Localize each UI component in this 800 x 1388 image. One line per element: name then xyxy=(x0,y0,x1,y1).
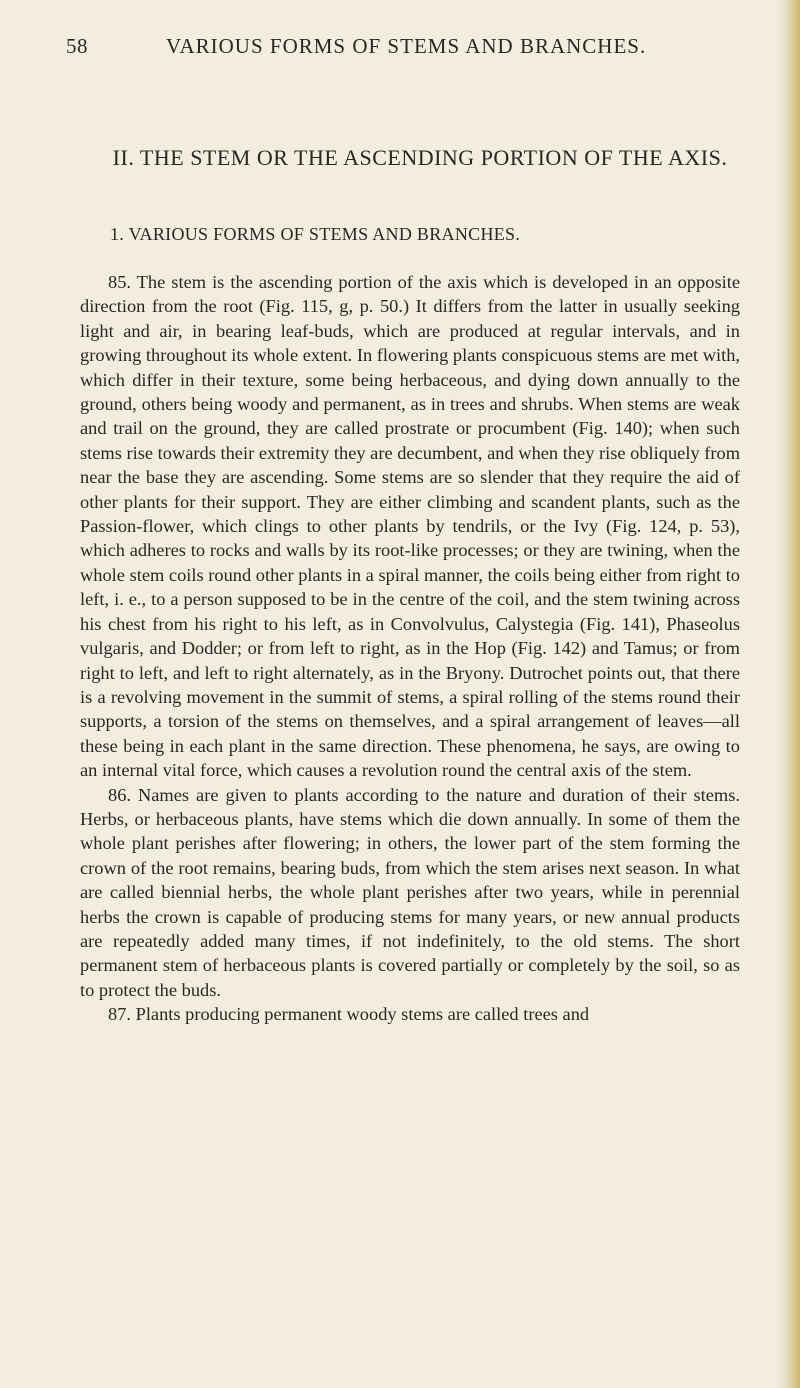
section-title: II. THE STEM OR THE ASCENDING PORTION OF THE AXIS. xyxy=(112,145,728,170)
paragraph-85: 85. The stem is the ascending portion of the axis which is developed in an opposite direction from the root (Fig. 115, g, p. 50.) It differs from the latter in usually seeking light and air, in bearing leaf-buds, which are produced at regular intervals, and in growing throughout its whole extent. In flowering plants conspicuous stems are met with, which differ in their texture, some being herbaceous, and dying down annually to the ground, others being woody and permanent, as in trees and shrubs. When stems are weak and trail on the ground, they are called prostrate or procumbent (Fig. 140); when such stems rise towards their extremity they are decumbent, and when they rise obliquely from near the base they are ascending. Some stems are so slender that they require the aid of other plants for their support. They are either climbing and scandent plants, such as the Passion-flower, which clings to other plants by tendrils, or the Ivy (Fig. 124, p. 53), which adheres to rocks and walls by its root-like processes; or they are twining, when the whole stem coils round other plants in a spiral manner, the coils being either from right to left, i. e., to a person supposed to be in the centre of the coil, and the stem twining across his chest from his right to his left, as in Convolvulus, Calystegia (Fig. 141), Phaseolus vulgaris, and Dodder; or from left to right, as in the Hop (Fig. 142) and Tamus; or from right to left, and left to right alternately, as in the Bryony. Dutrochet points out, that there is a revolving movement in the summit of stems, a spiral rolling of the stems round their supports, a torsion of the stems on themselves, and a spiral arrangement of leaves—all these being in each plant in the same direction. These phenomena, he says, are owing to an internal vital force, which causes a revolution round the central axis of the stem. xyxy=(80,272,740,781)
running-title: VARIOUS FORMS OF STEMS AND BRANCHES. xyxy=(166,34,647,58)
subsection-title: 1. VARIOUS FORMS OF STEMS AND BRANCHES. xyxy=(110,224,521,244)
page-edge-shading xyxy=(778,0,800,1388)
page-number: 58 xyxy=(66,34,88,58)
body-text xyxy=(80,270,740,1027)
paragraph-87: 87. Plants producing permanent woody stems are called trees and xyxy=(108,1004,590,1025)
paragraph-86: 86. Names are given to plants according to the nature and duration of their stems. Herbs, or herbaceous plants, have stems which die down annually. In some of them the whole plant perishes after flowering; in others, the lower part of the stem forming the crown of the root remains, bearing buds, from which the stem arises next season. In what are called biennial herbs, the whole plant perishes after two years, while in perennial herbs the crown is capable of producing stems for many years, or new annual products are repeatedly added many times, if not indefinitely, to the old stems. The short permanent stem of herbaceous plants is covered partially or completely by the soil, so as to protect the buds. xyxy=(80,784,740,1000)
